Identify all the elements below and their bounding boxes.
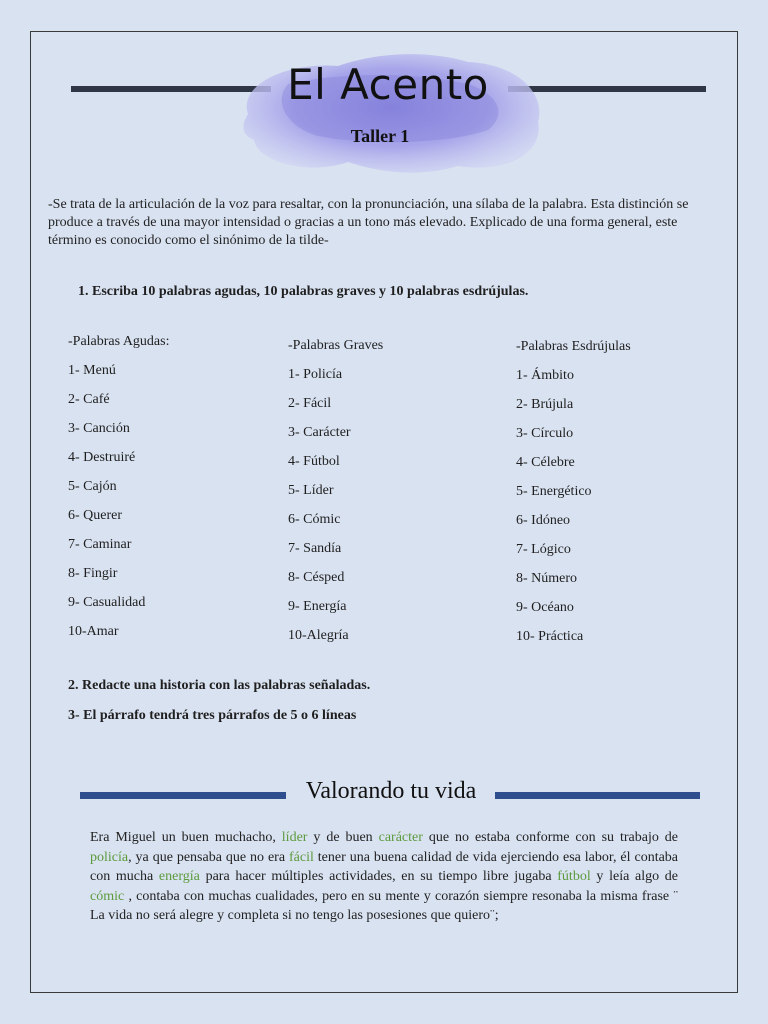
question-1: 1. Escriba 10 palabras agudas, 10 palabras graves y 10 palabras esdrújulas.: [78, 284, 529, 299]
intro-paragraph: -Se trata de la articulación de la voz para resaltar, con la pronunciación, una sílaba de la palabra. Esta distinción se produce a través de una mayor intensidad o gracias a un tono más elevado. Explicado de una forma general, este término es conocido como el sinónimo de la tilde-: [48, 197, 689, 248]
list-item: 4- Célebre: [516, 455, 575, 470]
highlighted-word: líder: [281, 830, 308, 845]
list-item: 6- Querer: [68, 508, 123, 523]
list-item: 8- Fingir: [68, 566, 118, 581]
list-item: 5- Energético: [516, 484, 592, 499]
highlighted-word: cómic: [90, 888, 125, 904]
section-bar-left: [80, 792, 286, 799]
story-text: , contaba con muchas cualidades, pero en su mente y corazón siempre resonaba la misma frase ¨ La vida no será alegre y completa si no tengo las posesiones que quiero¨;: [90, 888, 678, 923]
column-heading: -Palabras Esdrújulas: [516, 339, 631, 354]
list-item: 8- Césped: [288, 570, 345, 585]
story-text: y de buen: [307, 830, 379, 845]
list-item: 9- Océano: [516, 600, 574, 615]
highlighted-word: fácil: [288, 849, 314, 865]
story-text: , ya que pensaba que no era: [128, 849, 289, 865]
column-graves: [288, 338, 383, 656]
list-item: 9- Energía: [288, 599, 347, 614]
column-heading: -Palabras Agudas:: [68, 334, 170, 349]
list-item: 10-Alegría: [288, 628, 349, 643]
list-item: 1- Ámbito: [516, 368, 574, 383]
list-item: 10- Práctica: [516, 629, 584, 644]
story-text: que no estaba conforme con su trabajo de: [422, 830, 678, 845]
list-item: 3- Canción: [68, 421, 130, 436]
question-2: 2. Redacte una historia con las palabras señaladas.: [68, 678, 371, 693]
list-item: 6- Idóneo: [516, 513, 571, 528]
page-title: El Acento: [287, 60, 489, 109]
column-esdrujulas: [516, 339, 631, 657]
list-item: 1- Menú: [68, 363, 116, 378]
list-item: 9- Casualidad: [68, 595, 146, 610]
list-item: 2- Brújula: [516, 397, 574, 412]
list-item: 5- Líder: [288, 483, 334, 498]
column-heading: -Palabras Graves: [288, 338, 384, 353]
list-item: 4- Fútbol: [288, 454, 340, 469]
list-item: 4- Destruiré: [68, 450, 136, 465]
page-subtitle: Taller 1: [350, 126, 410, 146]
list-item: 7- Sandía: [288, 541, 342, 556]
list-item: 3- Círculo: [516, 426, 574, 441]
list-item: 7- Caminar: [68, 537, 132, 552]
section-bar-right: [495, 792, 700, 799]
list-item: 8- Número: [516, 571, 578, 586]
list-item: 1- Policía: [288, 367, 343, 382]
highlighted-word: fútbol: [557, 869, 591, 884]
list-item: 5- Cajón: [68, 479, 117, 494]
column-agudas: [68, 334, 169, 652]
list-item: 10-Amar: [68, 624, 119, 639]
highlighted-word: carácter: [378, 830, 423, 845]
story-text: y leía algo de: [590, 869, 679, 884]
list-item: 7- Lógico: [516, 542, 571, 557]
story-text: para hacer múltiples actividades, en su tiempo libre jugaba: [199, 869, 558, 884]
story-text: tener una buena calidad de vida ejerciendo esa labor, él contaba con mucha: [90, 849, 679, 884]
list-item: 2- Fácil: [288, 396, 332, 411]
question-3: 3- El párrafo tendrá tres párrafos de 5 o 6 líneas: [68, 708, 357, 723]
list-item: 2- Café: [68, 392, 110, 407]
highlighted-word: energía: [158, 869, 200, 884]
list-item: 6- Cómic: [288, 512, 341, 527]
story-text: Era Miguel un buen muchacho,: [90, 830, 282, 845]
highlighted-word: policía: [90, 849, 129, 865]
list-item: 3- Carácter: [288, 425, 351, 440]
story-paragraph: [90, 828, 678, 926]
section-title: Valorando tu vida: [305, 778, 477, 804]
